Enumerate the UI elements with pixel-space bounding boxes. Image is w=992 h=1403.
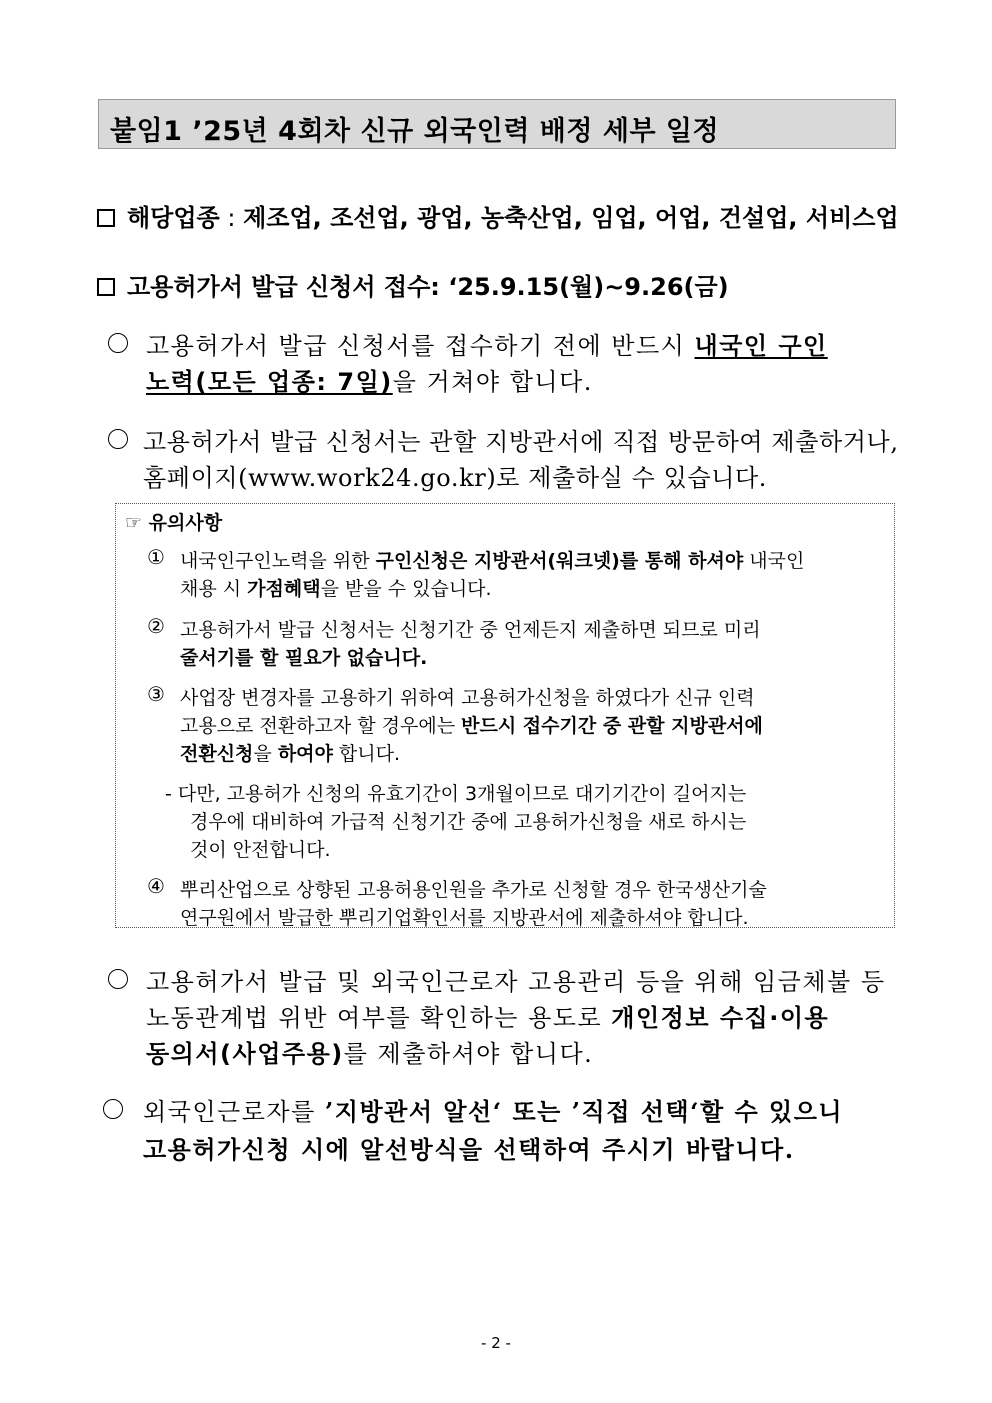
section-industries-separator: : [219,204,244,232]
square-bullet-icon [97,278,115,296]
bullet2-line2: 홈페이지(www.work24.go.kr)로 제출하실 수 있습니다. [143,464,768,492]
note3-number: ③ [147,682,165,706]
note4-line2: 연구원에서 발급한 뿌리기업확인서를 지방관서에 제출하셔야 합니다. [180,907,749,929]
bullet3-emphasis: 개인정보 수집·이용 [611,1004,830,1032]
note2-line1: 고용허가서 발급 신청서는 신청기간 중 언제든지 제출하면 되므로 미리 [180,619,761,641]
bullet1-line2 [146,362,593,397]
note3-sub-line2: 경우에 대비하여 가급적 신청기간 중에 고용허가신청을 새로 하시는 [190,811,747,833]
note3-emphasis: 반드시 접수기간 중 관할 지방관서에 [461,715,763,737]
section-application-period [97,267,729,302]
note2-line2: 줄서기를 할 필요가 없습니다. [180,647,428,669]
bullet3-text: 노동관계법 위반 여부를 확인하는 용도로 [146,1004,612,1032]
note3-text3: 합니다. [332,743,401,765]
note4-number: ④ [147,874,165,898]
note1-text-end: 내국인 [743,550,805,572]
note1-line1 [180,546,804,573]
circle-bullet-icon [103,1099,123,1119]
bullet1-emphasis-cont: 노력(모든 업종: 7일) [146,368,393,396]
section-industries [97,198,899,233]
bullet1-text-cont: 을 거쳐야 합니다. [392,368,593,396]
note1-emphasis: 구인신청은 지방관서(워크넷)를 통해 하셔야 [375,550,744,572]
note1-number: ① [147,545,165,569]
bullet3-emphasis2: 동의서(사업주용) [146,1040,344,1068]
note3-sub-line3: 것이 안전합니다. [190,839,331,861]
circle-bullet-icon [108,969,128,989]
bullet1-text: 고용허가서 발급 신청서를 접수하기 전에 반드시 [146,332,695,360]
note4-line1: 뿌리산업으로 상향된 고용허용인원을 추가로 신청할 경우 한국생산기술 [180,879,767,901]
section-application-period-label: 고용허가서 발급 신청서 접수: ‘25.9.15(월)~9.26(금) [127,273,729,301]
note3-text2: 을 [253,743,278,765]
notes-header-label: 유의사항 [148,512,223,534]
bullet3-line3 [146,1034,593,1069]
section-industries-value: 제조업, 조선업, 광업, 농축산업, 임업, 어업, 건설업, 서비스업 [243,204,899,232]
note1-text2-end: 을 받을 수 있습니다. [320,578,492,600]
note1-emphasis2: 가점혜택 [247,578,321,600]
bullet4-line2: 고용허가신청 시에 알선방식을 선택하여 주시기 바랍니다. [143,1135,795,1164]
note3-line2 [180,711,763,738]
notes-header [125,508,222,535]
bullet4-text: 외국인근로자를 [143,1098,325,1126]
bullet4-emphasis: ’지방관서 알선‘ 또는 ’직접 선택‘할 수 있으니 [324,1097,844,1126]
bullet1-emphasis: 내국인 구인 [694,332,828,360]
bullet3-line1: 고용허가서 발급 및 외국인근로자 고용관리 등을 위해 임금체불 등 [146,968,886,996]
bullet4-line1 [143,1092,843,1127]
note3-sub-line1: - 다만, 고용허가 신청의 유효기간이 3개월이므로 대기기간이 길어지는 [165,783,747,805]
note3-line1: 사업장 변경자를 고용하기 위하여 고용허가신청을 하였다가 신규 인력 [180,687,755,709]
circle-bullet-icon [108,333,128,353]
bullet1-line1 [146,326,828,361]
page-title: 붙임1 ’25년 4회차 신규 외국인력 배정 세부 일정 [110,116,720,147]
circle-bullet-icon [108,429,128,449]
bullet2-line1: 고용허가서 발급 신청서는 관할 지방관서에 직접 방문하여 제출하거나, [143,428,899,456]
note3-emphasis2: 전환신청 [180,743,254,765]
note3-line3 [180,739,400,766]
square-bullet-icon [97,209,115,227]
bullet3-text2: 를 제출하셔야 합니다. [343,1040,594,1068]
bullet3-line2 [146,998,829,1033]
note1-line2 [180,574,492,601]
note3-emphasis3: 하여야 [277,743,333,765]
page-number: - 2 - [481,1334,511,1352]
note2-number: ② [147,614,165,638]
note1-text2: 채용 시 [180,578,248,600]
note3-text: 고용으로 전환하고자 할 경우에는 [180,715,462,737]
section-industries-label: 해당업종 [127,204,220,232]
note1-text: 내국인구인노력을 위한 [180,550,376,572]
pointing-hand-icon: ☞ [125,512,143,534]
